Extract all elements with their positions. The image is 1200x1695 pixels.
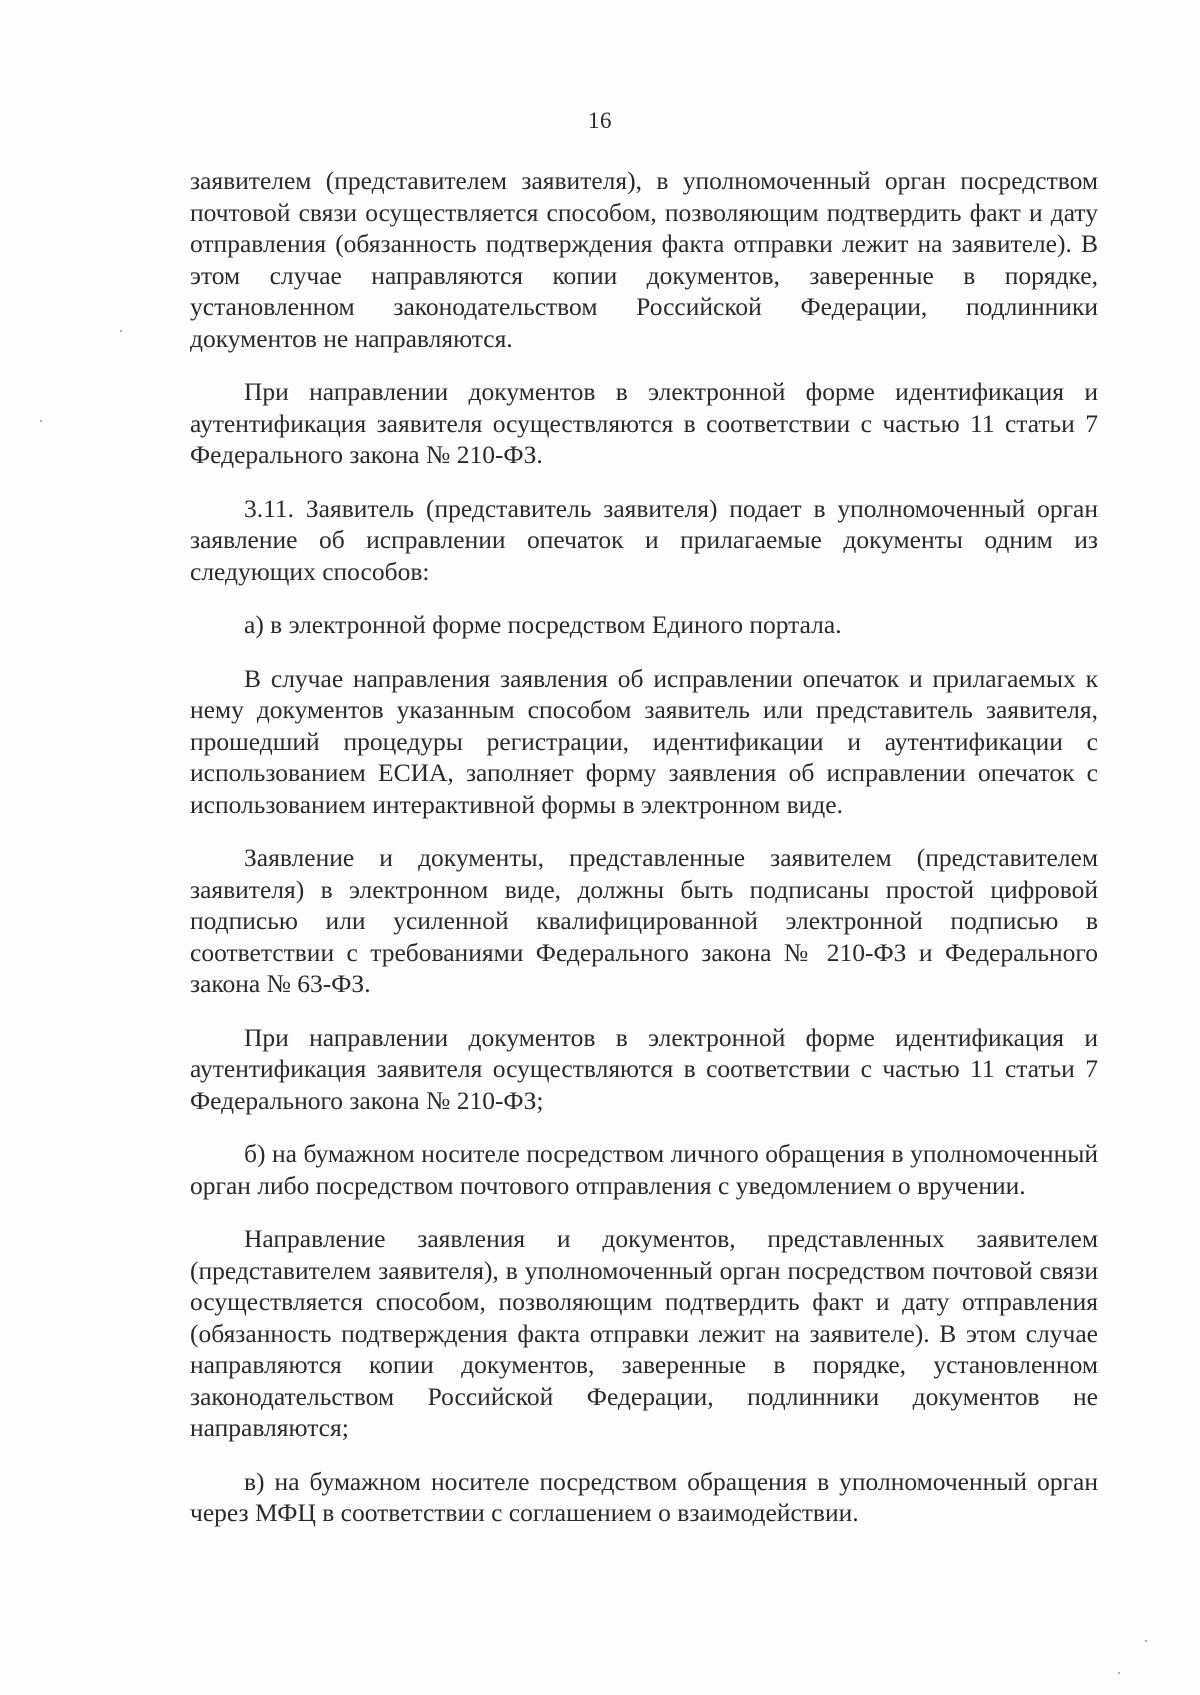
paragraph-continuation: заявителем (представителем заявителя), в уполномоченный орган посредством почтовой связи осуществляется способом, позволяющим подтвердить факт и дату отправления (обязанность подтверждения факта отправки лежит на заявителе). В этом случае направляются копии документов, заверенные в порядке, установленном законодательством Российской Федерации, подлинники документов не направляются. [190, 166, 1098, 353]
paragraph-postal: Направление заявления и документов, представленных заявителем (представителем заявителя), в уполномоченный орган посредством почтовой связи осуществляется способом, позволяющим подтвердить факт и дату отправления (обязанность подтверждения факта отправки лежит на заявителе). В этом случае направляются копии документов, заверенные в порядке, установленном законодательством Российской Федерации, подлинники документов не направляются; [190, 1224, 1098, 1442]
scan-speck [1145, 1640, 1147, 1642]
scan-speck [120, 330, 122, 332]
scan-speck [1118, 1672, 1120, 1674]
paragraph-option-b: б) на бумажном носителе посредством личного обращения в уполномоченный орган либо посредством почтового отправления с уведомлением о вручении. [190, 1139, 1098, 1200]
paragraph-option-a: а) в электронной форме посредством Единого портала. [244, 610, 842, 639]
paragraph-option-v: в) на бумажном носителе посредством обращения в уполномоченный орган через МФЦ в соответствии с соглашением о взаимодействии. [190, 1466, 1098, 1527]
paragraph-3-11: 3.11. Заявитель (представитель заявителя) подает в уполномоченный орган заявление об исправлении опечаток и прилагаемые документы одним из следующих способов: [190, 493, 1098, 586]
page-number: 16 [588, 108, 612, 133]
paragraph-esia-form: В случае направления заявления об исправлении опечаток и прилагаемых к нему документов указанным способом заявитель или представитель заявителя, прошедший процедуры регистрации, идентификации и аутентификации с использованием ЕСИА, заполняет форму заявления об исправлении опечаток с использованием интерактивной формы в электронном виде. [190, 663, 1098, 819]
paragraph-identification-2: При направлении документов в электронной форме идентификация и аутентификация заявителя осуществляются в соответствии с частью 11 статьи 7 Федерального закона № 210-ФЗ; [190, 1022, 1098, 1115]
paragraph-signature: Заявление и документы, представленные заявителем (представителем заявителя) в электронном виде, должны быть подписаны простой цифровой подписью или усиленной квалифицированной электронной подписью в соответствии с требованиями Федерального закона № 210-ФЗ и Федерального закона № 63-ФЗ. [190, 843, 1098, 998]
paragraph-identification: При направлении документов в электронной форме идентификация и аутентификация заявителя осуществляются в соответствии с частью 11 статьи 7 Федерального закона № 210-ФЗ. [190, 377, 1098, 469]
document-body [190, 165, 1098, 1551]
scan-speck [40, 420, 42, 422]
